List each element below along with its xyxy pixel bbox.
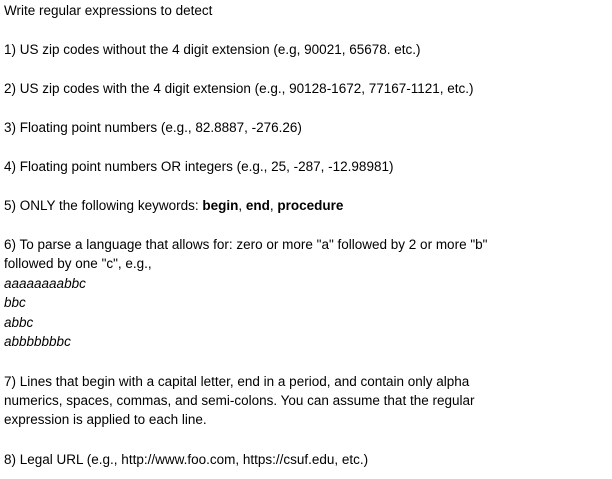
item-3: 3) Floating point numbers (e.g., 82.8887, -276.26) <box>4 120 302 135</box>
item-7-line-1: 7) Lines that begin with a capital letter, end in a period, and contain only alpha <box>4 374 470 389</box>
heading: Write regular expressions to detect <box>4 3 213 18</box>
item-7-line-3: expression is applied to each line. <box>4 412 207 427</box>
keyword-separator: , <box>238 198 246 213</box>
item-5 <box>4 198 343 214</box>
example-1: aaaaaaaabbc <box>4 276 86 291</box>
item-4: 4) Floating point numbers OR integers (e.g., 25, -287, -12.98981) <box>4 159 394 174</box>
keyword-procedure: procedure <box>277 198 344 213</box>
item-5-prefix: 5) ONLY the following keywords: <box>4 198 203 213</box>
item-6-line-1: 6) To parse a language that allows for: zero or more "a" followed by 2 or more "b" <box>4 237 488 252</box>
item-7-line-2: numerics, spaces, commas, and semi-colons. You can assume that the regular <box>4 393 475 408</box>
example-4: abbbbbbbc <box>4 334 71 349</box>
item-6-line-2: followed by one "c", e.g., <box>4 256 152 271</box>
keyword-end: end <box>245 198 270 213</box>
keyword-begin: begin <box>202 198 239 213</box>
example-3: abbc <box>4 315 34 330</box>
example-2: bbc <box>4 295 26 310</box>
item-8: 8) Legal URL (e.g., http://www.foo.com, https://csuf.edu, etc.) <box>4 452 369 467</box>
item-1: 1) US zip codes without the 4 digit extension (e.g, 90021, 65678. etc.) <box>4 42 421 57</box>
item-2: 2) US zip codes with the 4 digit extension (e.g., 90128-1672, 77167-1121, etc.) <box>4 81 474 96</box>
keyword-separator: , <box>269 198 278 213</box>
